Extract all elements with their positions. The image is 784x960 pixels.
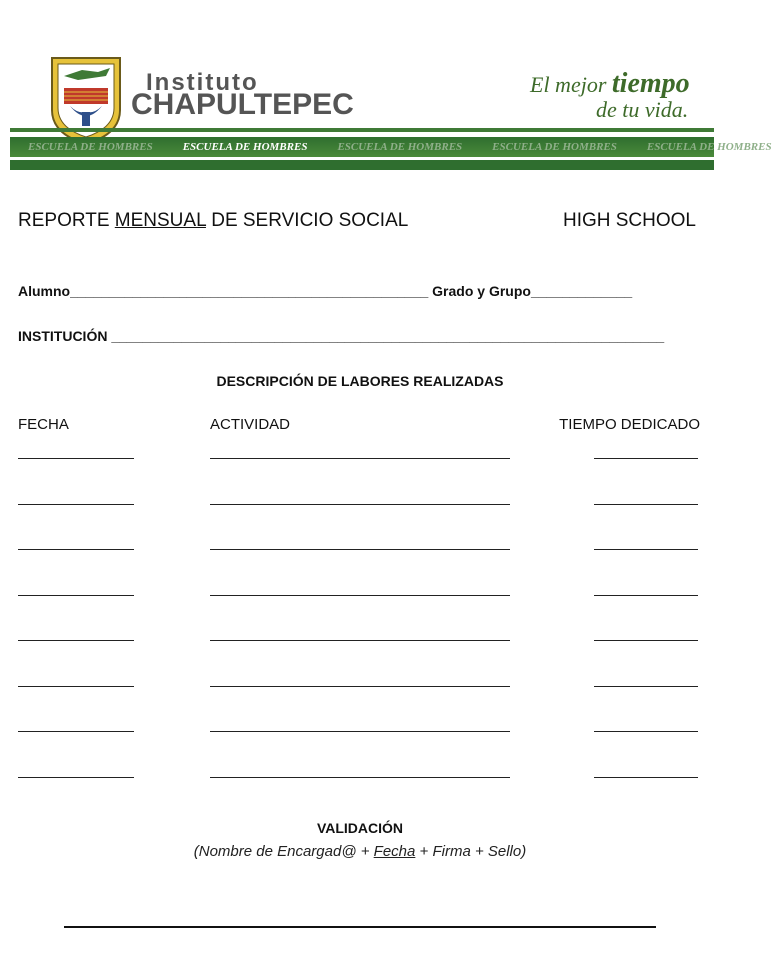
column-header-actividad: ACTIVIDAD	[210, 416, 291, 433]
title-level: HIGH SCHOOL	[562, 210, 696, 231]
institute-name-line2: CHAPULTEPEC	[131, 88, 354, 121]
labor-row	[0, 715, 720, 733]
tiempo-blank[interactable]	[594, 442, 698, 459]
tiempo-blank[interactable]	[594, 533, 698, 550]
validation-subtitle	[0, 843, 720, 860]
validation-sub-part3: + Firma + Sello)	[415, 843, 527, 860]
slogan-bold: tiempo	[611, 68, 690, 99]
tiempo-blank[interactable]	[594, 761, 698, 778]
band-text: ESCUELA DE HOMBRES	[337, 141, 463, 153]
band-text: ESCUELA DE HOMBRES	[646, 141, 772, 153]
title-part2: MENSUAL	[114, 210, 206, 231]
alumno-field[interactable]	[18, 283, 708, 299]
fecha-blank[interactable]	[18, 579, 134, 596]
actividad-blank[interactable]	[210, 715, 510, 732]
header-band	[10, 137, 772, 157]
institucion-label: INSTITUCIÓN	[18, 328, 108, 344]
labor-row	[0, 579, 720, 597]
header-stripe-bottom	[10, 160, 714, 170]
title-part1: REPORTE	[18, 210, 115, 231]
section-title: DESCRIPCIÓN DE LABORES REALIZADAS	[216, 373, 504, 389]
fecha-blank[interactable]	[18, 533, 134, 550]
fecha-blank[interactable]	[18, 442, 134, 459]
tiempo-blank[interactable]	[594, 488, 698, 505]
title-part3: DE SERVICIO SOCIAL	[205, 210, 409, 231]
band-text: ESCUELA DE HOMBRES	[182, 141, 308, 153]
header-stripe-top	[10, 128, 714, 132]
actividad-blank[interactable]	[210, 624, 510, 641]
institute-name-line1: Instituto	[146, 69, 259, 96]
fecha-blank[interactable]	[18, 488, 134, 505]
institucion-line: _______________________________________________________________________	[111, 328, 665, 344]
fecha-blank[interactable]	[18, 624, 134, 641]
institucion-field[interactable]	[18, 328, 708, 344]
validation-sub-part1: (Nombre de Encargad@ +	[193, 843, 374, 860]
actividad-blank[interactable]	[210, 579, 510, 596]
actividad-blank[interactable]	[210, 670, 510, 687]
tiempo-blank[interactable]	[594, 670, 698, 687]
report-title	[18, 210, 698, 232]
actividad-blank[interactable]	[210, 533, 510, 550]
tiempo-blank[interactable]	[594, 579, 698, 596]
tiempo-blank[interactable]	[594, 624, 698, 641]
labor-row	[0, 488, 720, 506]
actividad-blank[interactable]	[210, 761, 510, 778]
column-header-tiempo: TIEMPO DEDICADO	[559, 416, 700, 433]
alumno-line: ______________________________________________	[70, 283, 429, 299]
signature-line[interactable]	[64, 926, 656, 928]
letterhead	[0, 0, 772, 180]
fecha-blank[interactable]	[18, 670, 134, 687]
labor-row	[0, 442, 720, 460]
slogan-line1	[530, 68, 690, 100]
actividad-blank[interactable]	[210, 488, 510, 505]
validation-sub-part2: Fecha	[373, 843, 416, 860]
grado-label: Grado y Grupo	[432, 283, 531, 299]
alumno-label: Alumno	[18, 283, 71, 299]
actividad-blank[interactable]	[210, 442, 510, 459]
column-header-fecha: FECHA	[18, 416, 69, 433]
band-text: ESCUELA DE HOMBRES	[492, 141, 617, 153]
labor-row	[0, 624, 720, 642]
tiempo-blank[interactable]	[594, 715, 698, 732]
slogan-line2: de tu vida.	[596, 97, 689, 122]
crest-logo-icon	[48, 54, 124, 146]
labor-row	[0, 670, 720, 688]
band-text: ESCUELA DE HOMBRES	[28, 141, 153, 153]
labor-row	[0, 533, 720, 551]
labor-row	[0, 761, 720, 779]
validation-title: VALIDACIÓN	[316, 820, 404, 836]
fecha-blank[interactable]	[18, 761, 134, 778]
grado-line[interactable]: _____________	[530, 283, 633, 299]
fecha-blank[interactable]	[18, 715, 134, 732]
slogan-text: El mejor	[530, 72, 612, 97]
